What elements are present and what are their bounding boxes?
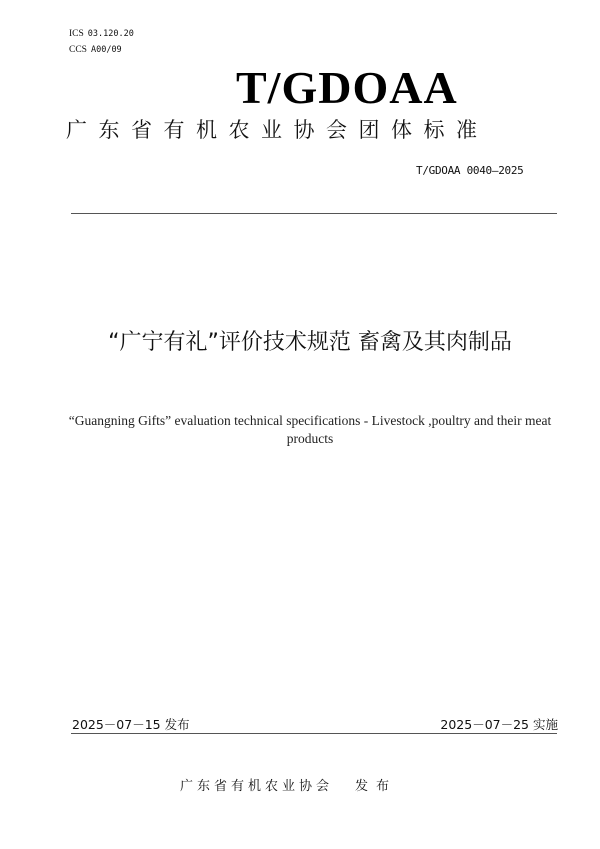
- issue-date: 2025－07－15 发布: [72, 717, 190, 732]
- org-standard-title: 广东省有机农业协会团体标准: [66, 118, 489, 142]
- document-title-en: “Guangning Gifts” evaluation technical specifications - Livestock ,poultry and their meat products: [68, 413, 552, 446]
- ics-value: 03.120.20: [87, 29, 134, 39]
- standard-logo: T/GDOAA: [236, 62, 458, 113]
- publisher-line: [180, 775, 397, 794]
- standard-number: T/GDOAA 0040—2025: [416, 164, 524, 177]
- publish-word: 发布: [355, 779, 398, 794]
- ics-code: [69, 29, 134, 39]
- ccs-label: CCS: [69, 45, 87, 55]
- implementation-date: 2025－07－25 实施: [440, 717, 558, 732]
- top-divider: [71, 213, 557, 214]
- bottom-divider: [71, 733, 557, 734]
- publisher-name: 广东省有机农业协会: [180, 779, 334, 794]
- ccs-value: A00/09: [90, 45, 122, 55]
- document-title-zh: “广宁有礼”评价技术规范 畜禽及其肉制品: [108, 330, 512, 355]
- ccs-code: [69, 45, 122, 55]
- ics-label: ICS: [69, 29, 84, 39]
